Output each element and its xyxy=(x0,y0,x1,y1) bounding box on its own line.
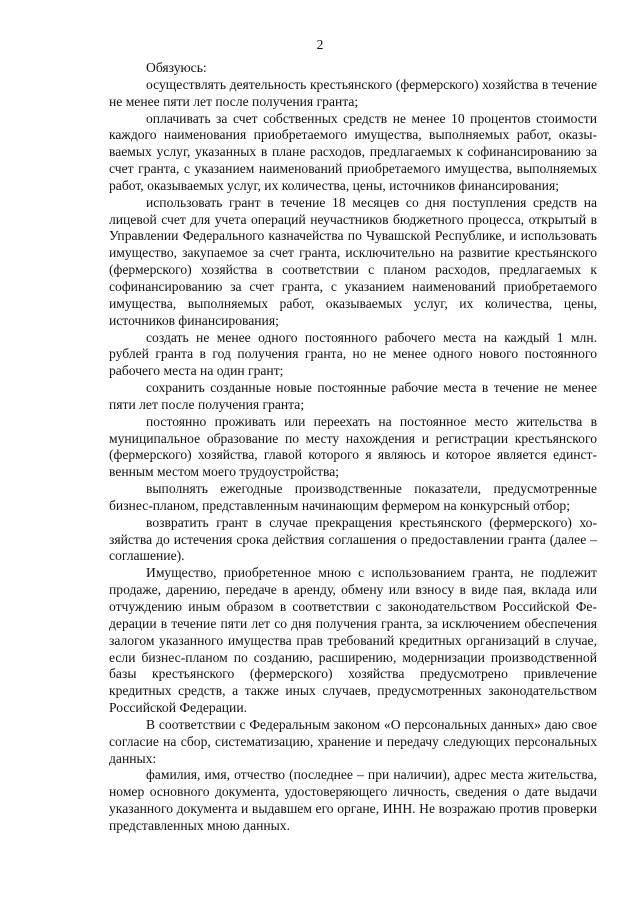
paragraph-personal-data-list: фамилия, имя, отчество (последнее – при наличии), адрес места жительства, номер основного документа, удостоверяющего личность, сведения о дате выдачи указанного документа и выдавшем его органе, ИНН. Не возражаю против проверки представленных мною данных. xyxy=(109,767,597,833)
paragraph-residence: постоянно проживать или переехать на постоянное место жительства в муниципальное образование по месту нахождения и регистрации крестьянского (фермерского) хозяйства, главой которого я являюсь и которое является единственным местом моего трудоустройства; xyxy=(109,413,597,480)
paragraph-create-jobs: создать не менее одного постоянного рабочего места на каждый 1 млн. рублей гранта в год получения гранта, но не менее одного нового постоянного рабочего места на один грант; xyxy=(109,329,597,379)
page-number: 2 xyxy=(316,37,324,52)
paragraph-operate-farm: осуществлять деятельность крестьянского (фермерского) хозяйства в течение не менее пяти лет после получения гранта; xyxy=(109,76,597,109)
paragraph-return-grant: возвратить грант в случае прекращения крестьянского (фермерского) хозяйства до истечения срока действия соглашения о предоставлении гранта (далее – соглашение). xyxy=(109,514,597,564)
paragraph-use-grant: использовать грант в течение 18 месяцев со дня поступления средств на лицевой счет для учета операций неучастников бюджетного процесса, открытый в Управлении Федерального казначейства по Чувашской Республике, и использовать имущество, закупаемое за счет гранта, исключительно на развитие крестьянского (фермерского) хозяйства в соответствии с планом расходов, предлагаемых к софинансированию за счет гранта, с указанием наименований приобретаемого имущества, выполняемых работ, оказываемых услуг, их количества, цены, источников финансирования; xyxy=(109,194,597,328)
paragraph-indicators: выполнять ежегодные производственные показатели, предусмотренные бизнес-планом, представленным начинающим фермером на конкурсный отбор; xyxy=(109,481,597,513)
obligations-heading: Обязуюсь: xyxy=(146,60,207,75)
paragraph-personal-data-consent: В соответствии с Федеральным законом «О персональных данных» даю свое согласие на сбор, систематизацию, хранение и передачу следующих персональных данных: xyxy=(109,716,597,766)
paragraph-keep-jobs: сохранить созданные новые постоянные рабочие места в течение не менее пяти лет после получения гранта; xyxy=(109,380,597,412)
paragraph-property-restrictions: Имущество, приобретенное мною с использованием гранта, не подлежит продаже, дарению, передаче в аренду, обмену или взносу в виде пая, вклада или отчуждению иным образом в соответствии с законодательством Российской Федерации в течение пяти лет со дня получения гранта, за исключением обеспечения залогом указанного имущества прав требований кредитных организаций в случае, если бизнес-планом по созданию, расширению, модернизации производственной базы крестьянского (фермерского) хозяйства предусмотрено привлечение кредитных средств, а также иных случаев, предусмотренных законодательством Российской Федерации. xyxy=(109,565,597,716)
paragraph-cofinancing: оплачивать за счет собственных средств не менее 10 процентов стоимости каждого наименования приобретаемого имущества, выполняемых работ, оказываемых услуг, указанных в плане расходов, предлагаемых к софинансированию за счет гранта, с указанием наименований приобретаемого имущества, выполняемых работ, оказываемых услуг, их количества, цены, источников финансирования; xyxy=(109,110,597,193)
document-body xyxy=(109,60,597,835)
